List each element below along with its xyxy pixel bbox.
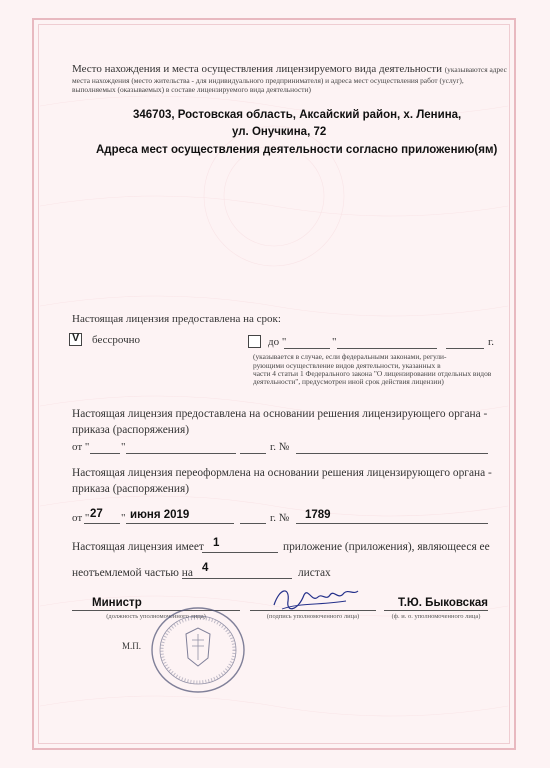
until-year-suffix: г. xyxy=(488,336,495,348)
signatory-position: Министр xyxy=(92,597,142,609)
basis-line1: Настоящая лицензия предоставлена на основании решения лицензирующего органа - xyxy=(72,408,488,420)
basis-day-line xyxy=(90,453,120,454)
reissue-from-prefix: от " xyxy=(72,512,90,524)
term-note-4: деятельности", предусмотрен иной срок действия лицензии) xyxy=(253,377,444,386)
term-note-2: рующими осуществление видов деятельности, указанных в xyxy=(253,361,441,370)
appendix-sheets-line xyxy=(182,578,292,579)
checkbox-mark: V xyxy=(72,332,80,344)
until-day-line xyxy=(284,348,330,349)
address-line3: Адреса мест осуществления деятельности согласно приложению(ям) xyxy=(96,144,498,156)
until-mid: " xyxy=(332,336,337,348)
reissue-month-line xyxy=(126,523,234,524)
basis-number-line xyxy=(296,453,488,454)
appendix-sheets-suffix: листах xyxy=(298,567,331,579)
mp-label: М.П. xyxy=(122,641,142,651)
until-prefix: до " xyxy=(268,336,287,348)
address-line2: ул. Онучкина, 72 xyxy=(232,126,327,138)
signature-line xyxy=(250,610,376,611)
term-label: Настоящая лицензия предоставлена на срок: xyxy=(72,313,281,325)
appendix-count: 1 xyxy=(213,537,220,549)
basis-month-line xyxy=(126,453,236,454)
appendix-suffix: приложение (приложения), являющееся ее xyxy=(283,541,490,553)
appendix-sheets: 4 xyxy=(202,562,209,574)
reissue-day: 27 xyxy=(90,508,103,520)
reissue-month-year: июня 2019 xyxy=(130,509,190,521)
term-note-3: части 4 статьи 1 Федерального закона "О лицензировании отдельных видов xyxy=(253,369,492,378)
reissue-from-quote: " xyxy=(121,512,126,524)
basis-from-prefix: от " xyxy=(72,441,90,453)
until-month-line xyxy=(337,348,437,349)
appendix-prefix: Настоящая лицензия имеет xyxy=(72,541,204,553)
until-year-line xyxy=(446,348,484,349)
basis-year-no: г. № xyxy=(270,441,290,453)
reissue-year-no: г. № xyxy=(270,512,290,524)
handwritten-signature xyxy=(268,583,364,617)
reissue-line2: приказа (распоряжения) xyxy=(72,483,190,495)
header-line1: Место нахождения и места осуществления лицензируемого вида деятельности (указываются адрес xyxy=(72,63,507,75)
indefinite-checkbox xyxy=(69,333,82,346)
address-line1: 346703, Ростовская область, Аксайский район, х. Ленина, xyxy=(133,109,462,121)
basis-line2: приказа (распоряжения) xyxy=(72,424,190,436)
indefinite-label: бессрочно xyxy=(92,334,141,346)
reissue-number: 1789 xyxy=(305,509,331,521)
appendix-count-line xyxy=(202,552,278,553)
signatory-name: Т.Ю. Быковская xyxy=(398,597,488,609)
official-seal xyxy=(148,604,248,696)
position-caption: (должность уполномоченного лица) xyxy=(106,613,206,620)
signature-caption: (подпись уполномоченного лица) xyxy=(266,613,360,620)
appendix-line2-prefix: неотъемлемой частью на xyxy=(72,567,193,579)
header-line2: места нахождения (место жительства - для индивидуального предпринимателя) и адреса мест осуществления работ (услуг), xyxy=(72,76,464,85)
header-line3: выполняемых (оказываемых) в составе лицензируемого вида деятельности) xyxy=(72,85,311,94)
basis-from-quote: " xyxy=(121,441,126,453)
name-line xyxy=(384,610,488,611)
basis-year-line xyxy=(240,453,266,454)
reissue-number-line xyxy=(296,523,488,524)
reissue-day-line xyxy=(84,523,120,524)
reissue-year-line xyxy=(240,523,266,524)
reissue-line1: Настоящая лицензия переоформлена на основании решения лицензирующего органа - xyxy=(72,467,492,479)
term-note-1: (указывается в случае, если федеральными законами, регули- xyxy=(253,352,447,361)
until-checkbox xyxy=(248,335,261,348)
name-caption: (ф. и. о. уполномоченного лица) xyxy=(391,613,481,620)
